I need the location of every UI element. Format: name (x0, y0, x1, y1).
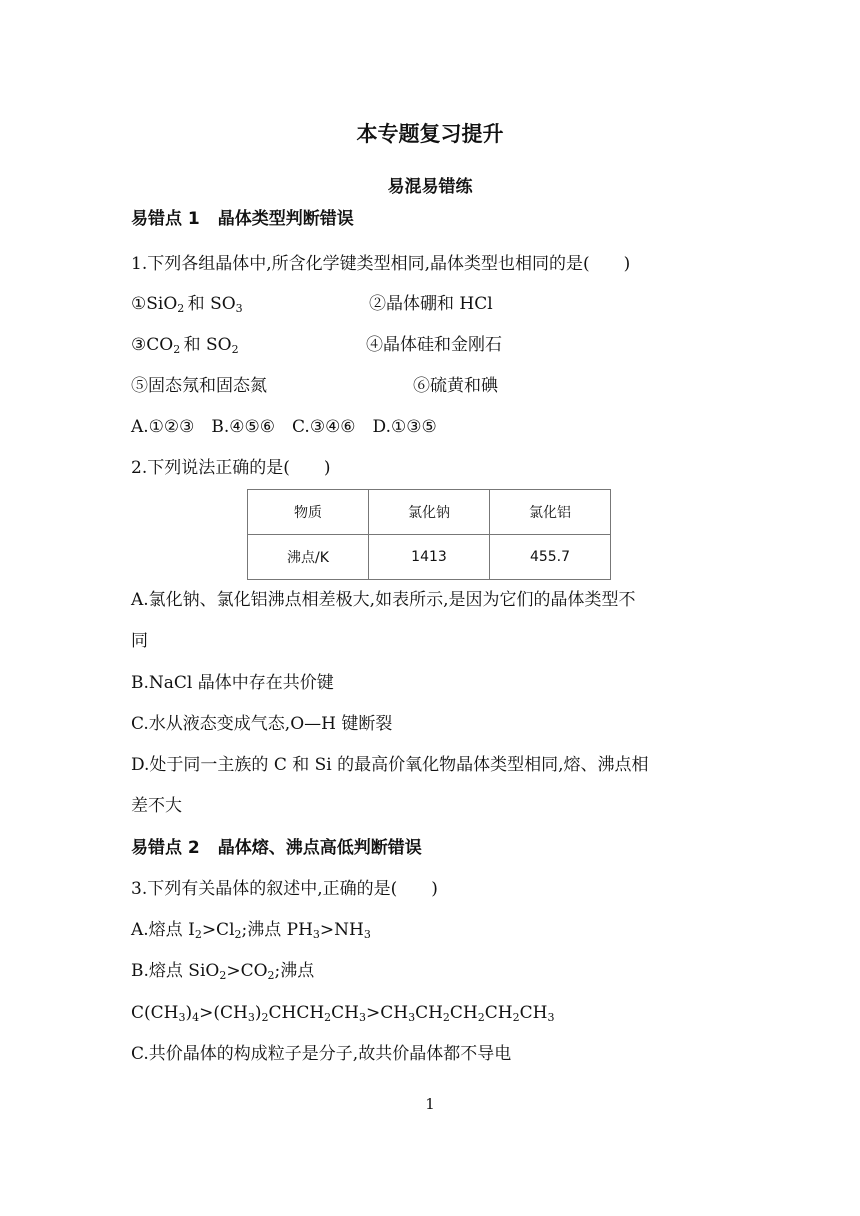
section-heading-1 (131, 208, 354, 230)
table-cell: 物质 (248, 490, 369, 535)
table-row (248, 535, 611, 580)
section-label: 易错点 2 (131, 838, 200, 858)
table-cell: 沸点/K (248, 535, 369, 580)
q3-option-b-line2: $C(CH_3)_4>(CH_3)_2CHCH_2CH_3>CH_3CH_2CH_2CH_2CH_3$ (131, 1003, 555, 1024)
section-label: 易错点 1 (131, 209, 200, 229)
q2-option-c: C.水从液态变成气态,O—H 键断裂 (131, 714, 393, 734)
q3-option-c: C.共价晶体的构成粒子是分子,故共价晶体都不导电 (131, 1044, 512, 1064)
q1-item-1: ①SiO$_2$ 和 $SO_3$ (131, 294, 243, 315)
table-cell: 氯化铝 (490, 490, 611, 535)
section-heading-2 (131, 837, 422, 859)
table-header-row (248, 490, 611, 535)
question-1-stem: 1.下列各组晶体中,所含化学键类型相同,晶体类型也相同的是( ) (131, 254, 631, 274)
page-title: 本专题复习提升 (356, 122, 504, 146)
q3-option-b-line1: B.熔点 $SiO_2>CO_2$;沸点 (131, 961, 315, 982)
q2-option-d-line2: 差不大 (131, 796, 182, 816)
property-table (247, 489, 611, 580)
table-cell: 1413 (369, 535, 490, 580)
section-text: 晶体类型判断错误 (217, 209, 354, 229)
q1-choices: A.①②③ B.④⑤⑥ C.③④⑥ D.①③⑤ (131, 417, 437, 437)
section-text: 晶体熔、沸点高低判断错误 (217, 838, 422, 858)
q2-option-a-line1: A.氯化钠、氯化铝沸点相差极大,如表所示,是因为它们的晶体类型不 (131, 590, 636, 610)
page-number: 1 (425, 1095, 435, 1113)
question-2-stem: 2.下列说法正确的是( ) (131, 458, 331, 478)
table-cell: 氯化钠 (369, 490, 490, 535)
q1-item-4: ④晶体硅和金刚石 (366, 335, 502, 355)
table-cell: 455.7 (490, 535, 611, 580)
q2-option-d-line1: D.处于同一主族的 C 和 Si 的最高价氧化物晶体类型相同,熔、沸点相 (131, 755, 649, 775)
q3-option-a: A.熔点 $I_2>Cl_2$;沸点 $PH_3>NH_3$ (131, 920, 371, 941)
q1-item-3: $③CO_2$ 和 $SO_2$ (131, 335, 239, 356)
q1-item-2: ②晶体硼和 HCl (369, 294, 493, 314)
q1-item-5: ⑤固态氖和固态氮 (131, 376, 267, 396)
question-3-stem: 3.下列有关晶体的叙述中,正确的是( ) (131, 879, 438, 899)
q1-item-6: ⑥硫黄和碘 (413, 376, 498, 396)
page-subtitle: 易混易错练 (387, 177, 473, 197)
q2-option-b: B.NaCl 晶体中存在共价键 (131, 673, 334, 693)
q2-option-a-line2: 同 (131, 631, 148, 651)
